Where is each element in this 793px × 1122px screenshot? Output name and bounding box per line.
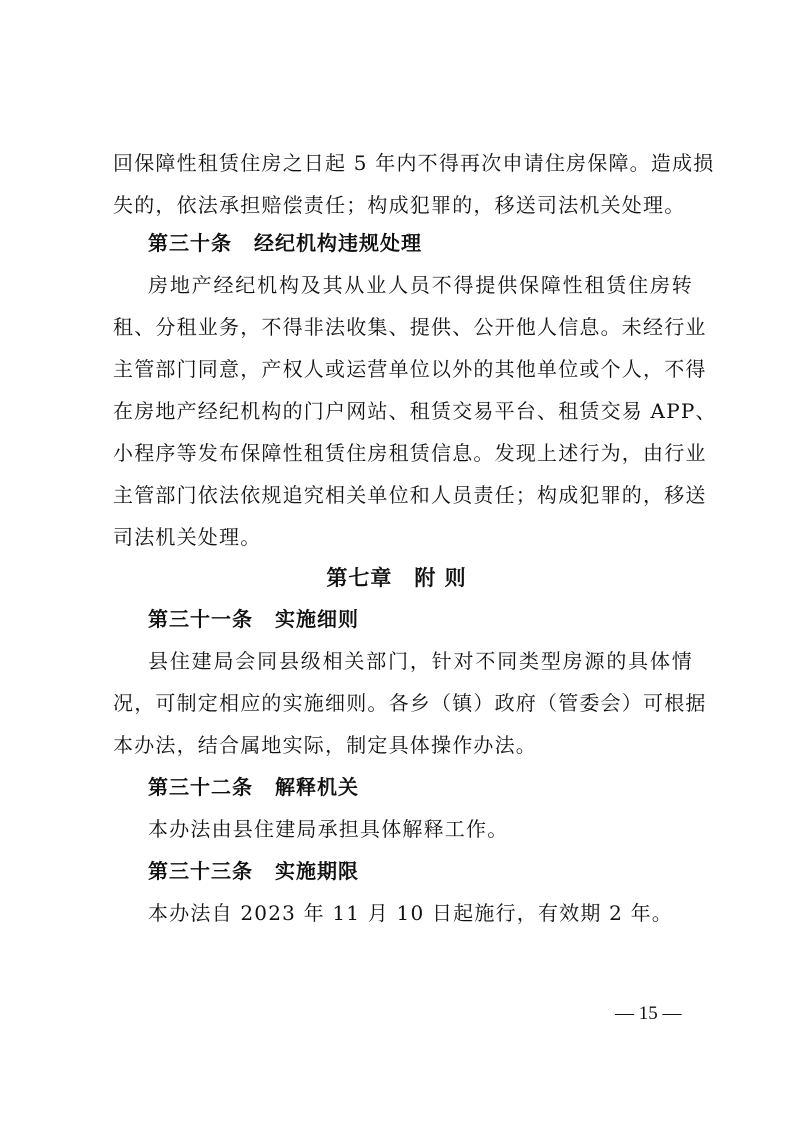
paragraph-line: 在房地产经纪机构的门户网站、租赁交易平台、租赁交易 APP、: [113, 399, 717, 423]
paragraph-line: 回保障性租赁住房之日起 5 年内不得再次申请住房保障。造成损: [113, 151, 715, 175]
article-title: 实施细则: [275, 607, 359, 631]
chapter-number: 第七章: [326, 566, 393, 590]
paragraph-line: 司法机关处理。: [113, 525, 262, 549]
article-title: 实施期限: [275, 859, 359, 883]
article-number: 第三十三条: [148, 859, 253, 883]
page-number: — 15 —: [615, 1003, 682, 1024]
article-heading: [148, 604, 359, 634]
paragraph-line: 小程序等发布保障性租赁住房租赁信息。发现上述行为，由行业: [113, 441, 707, 465]
chapter-title: 附 则: [414, 566, 467, 590]
paragraph-line: 主管部门依法依规追究相关单位和人员责任；构成犯罪的，移送: [113, 483, 707, 507]
article-title: 经纪机构违规处理: [254, 231, 422, 255]
paragraph-line: 况，可制定相应的实施细则。各乡（镇）政府（管委会）可根据: [113, 691, 707, 715]
paragraph-line: 房地产经纪机构及其从业人员不得提供保障性租赁住房转: [148, 273, 693, 297]
paragraph-line: 本办法由县住建局承担具体解释工作。: [148, 817, 509, 841]
paragraph-line: 本办法，结合属地实际，制定具体操作办法。: [113, 733, 537, 757]
article-title: 解释机关: [275, 775, 359, 799]
paragraph-line: 主管部门同意，产权人或运营单位以外的其他单位或个人，不得: [113, 357, 707, 381]
paragraph-line: 失的，依法承担赔偿责任；构成犯罪的，移送司法机关处理。: [113, 193, 686, 217]
article-heading: [148, 228, 422, 258]
article-number: 第三十一条: [148, 607, 253, 631]
paragraph-line: 县住建局会同县级相关部门，针对不同类型房源的具体情: [148, 649, 693, 673]
paragraph-line: 本办法自 2023 年 11 月 10 日起施行，有效期 2 年。: [148, 901, 673, 925]
article-number: 第三十二条: [148, 775, 253, 799]
article-heading: [148, 772, 359, 802]
chapter-heading: [0, 562, 793, 594]
article-number: 第三十条: [148, 231, 232, 255]
paragraph-line: 租、分租业务，不得非法收集、提供、公开他人信息。未经行业: [113, 315, 707, 339]
article-heading: [148, 856, 359, 886]
